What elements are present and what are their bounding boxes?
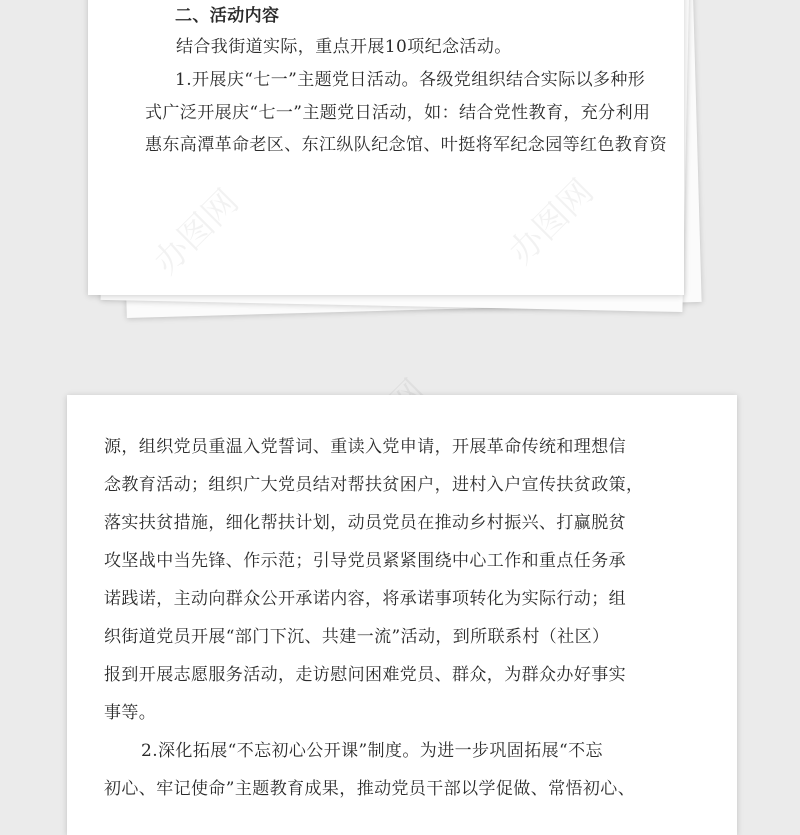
- paragraph-line: 1.开展庆“七一”主题党日活动。各级党组织结合实际以多种形: [175, 70, 646, 90]
- paragraph-line: 源，组织党员重温入党誓词、重读入党申请，开展革命传统和理想信: [104, 437, 626, 457]
- paragraph-line: 初心、牢记使命”主题教育成果，推动党员干部以学促做、常悟初心、: [104, 779, 636, 799]
- paragraph-line: 结合我街道实际，重点开展10项纪念活动。: [176, 37, 512, 57]
- document-page-top: [88, 0, 684, 295]
- section-heading: 二、活动内容: [175, 6, 280, 26]
- watermark-text: 办图网: [501, 171, 602, 273]
- watermark-text: 办图网: [146, 181, 247, 283]
- paragraph-line: 落实扶贫措施，细化帮扶计划，动员党员在推动乡村振兴、打赢脱贫: [104, 513, 626, 533]
- paragraph-line: 织街道党员开展“部门下沉、共建一流”活动，到所联系村（社区）: [104, 627, 610, 647]
- paragraph-line: 诺践诺，主动向群众公开承诺内容，将承诺事项转化为实际行动；组: [104, 589, 626, 609]
- paragraph-line: 事等。: [104, 703, 157, 723]
- paragraph-line: 式广泛开展庆“七一”主题党日活动，如：结合党性教育，充分利用: [145, 103, 651, 123]
- paragraph-line: 惠东高潭革命老区、东江纵队纪念馆、叶挺将军纪念园等红色教育资: [145, 135, 667, 155]
- paragraph-line: 攻坚战中当先锋、作示范；引导党员紧紧围绕中心工作和重点任务承: [104, 551, 626, 571]
- paragraph-line: 2.深化拓展“不忘初心公开课”制度。为进一步巩固拓展“不忘: [141, 741, 603, 761]
- paragraph-line: 念教育活动；组织广大党员结对帮扶贫困户，进村入户宣传扶贫政策，: [104, 475, 644, 495]
- document-page-bottom: [67, 395, 737, 835]
- paragraph-line: 报到开展志愿服务活动，走访慰问困难党员、群众，为群众办好事实: [104, 665, 626, 685]
